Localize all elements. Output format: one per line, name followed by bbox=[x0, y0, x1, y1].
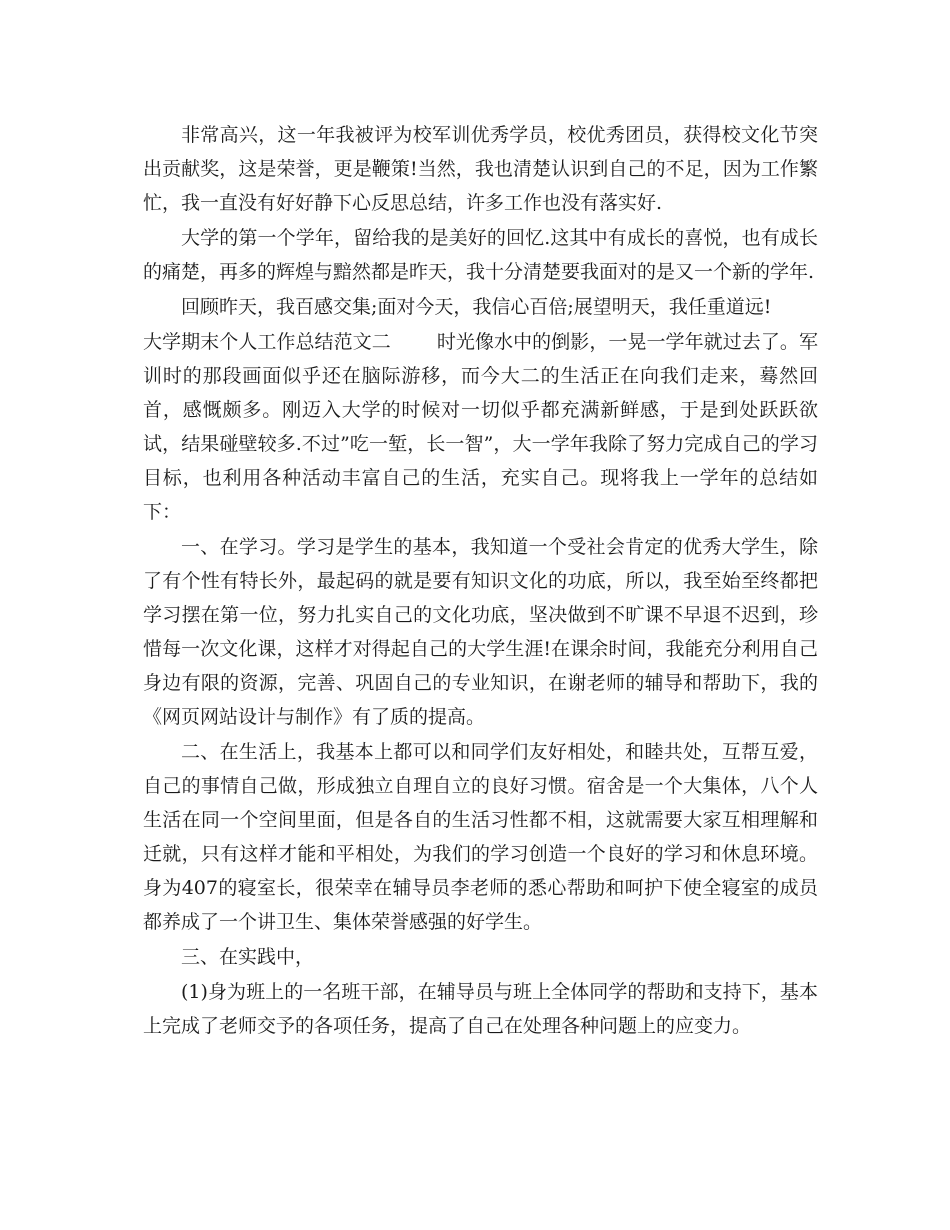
paragraph-practice-heading: 三、在实践中， bbox=[181, 946, 315, 968]
section-intro: 时光像水中的倒影，一晃一学年就过去了。军训时的那段画面似乎还在脑际游移，而今大二的生活正在向我们走来，蓦然回首，感慨颇多。刚迈入大学的时候对一切似乎都充满新鲜感，于是到处跃跃欲试，结果碰壁较多.不过”吃一堑，长一智”，大一学年我除了努力完成自己的学习目标，也利用各种活动丰富自己的生活，充实自己。现将我上一学年的总结如下： bbox=[143, 331, 818, 523]
paragraph-life: 二、在生活上，我基本上都可以和同学们友好相处，和睦共处，互帮互爱，自己的事情自己做，形成独立自理自立的良好习惯。宿舍是一个大集体，八个人生活在同一个空间里面，但是各自的生活习性都不相，这就需要大家互相理解和迁就，只有这样才能和平相处，为我们的学习创造一个良好的学习和休息环境。身为407的寝室长，很荣幸在辅导员李老师的悉心帮助和呵护下使全寝室的成员都养成了一个讲卫生、集体荣誉感强的好学生。 bbox=[143, 741, 818, 933]
paragraph-first-year: 大学的第一个学年，留给我的是美好的回忆.这其中有成长的喜悦，也有成长的痛楚，再多的辉煌与黯然都是昨天，我十分清楚要我面对的是又一个新的学年. bbox=[143, 227, 818, 283]
section-title: 大学期末个人工作总结范文二 bbox=[143, 331, 391, 353]
paragraph-practice-one: (1)身为班上的一名班干部，在辅导员与班上全体同学的帮助和支持下，基本上完成了老师交予的各项任务，提高了自己在处理各种问题上的应变力。 bbox=[143, 981, 818, 1037]
paragraph-honors: 非常高兴，这一年我被评为校军训优秀学员，校优秀团员，获得校文化节突出贡献奖，这是荣誉，更是鞭策!当然，我也清楚认识到自己的不足，因为工作繁忙，我一直没有好好静下心反思总结，许多工作也没有落实好. bbox=[143, 124, 818, 214]
paragraph-reflection: 回顾昨天，我百感交集;面对今天，我信心百倍;展望明天，我任重道远! bbox=[181, 296, 772, 318]
section-two bbox=[143, 325, 818, 529]
document-body bbox=[143, 118, 818, 1044]
paragraph-study: 一、在学习。学习是学生的基本，我知道一个受社会肯定的优秀大学生，除了有个性有特长外，最起码的就是要有知识文化的功底，所以，我至始至终都把学习摆在第一位，努力扎实自己的文化功底，坚决做到不旷课不早退不迟到，珍惜每一次文化课，这样才对得起自己的大学生涯!在课余时间，我能充分利用自己身边有限的资源，完善、巩固自己的专业知识，在谢老师的辅导和帮助下，我的《网页网站设计与制作》有了质的提高。 bbox=[143, 536, 818, 728]
